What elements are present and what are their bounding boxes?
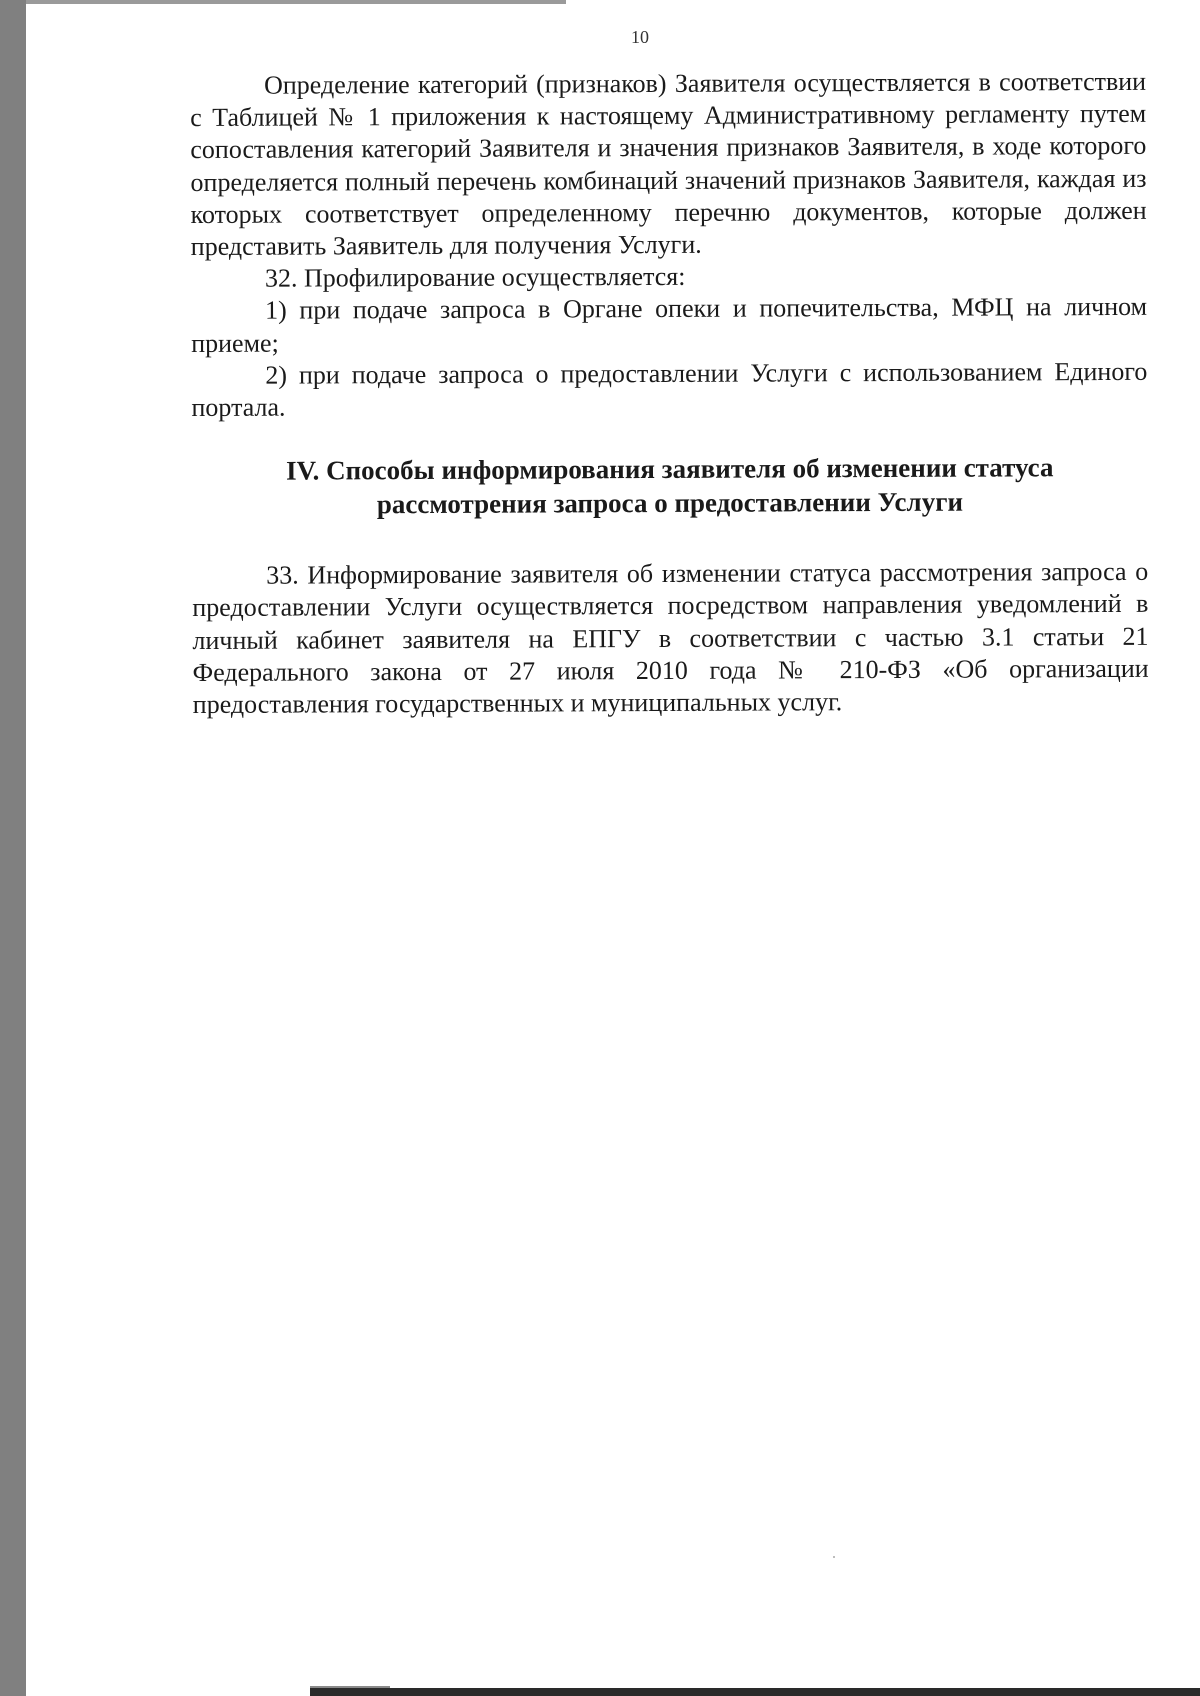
document-body bbox=[190, 66, 1149, 721]
paragraph-applicant-categories: Определение категорий (признаков) Заявителя осуществляется в соответствии с Таблицей № 1 приложения к настоящему Административному регламенту путем сопоставления категорий Заявителя и значения признаков Заявителя, в ходе которого определяется полный перечень комбинаций значений признаков Заявителя, каждая из которых соответствует определенному перечню документов, которые должен представить Заявитель для получения Услуги. bbox=[190, 66, 1147, 262]
scan-top-edge bbox=[26, 0, 566, 4]
scan-speck bbox=[833, 1556, 835, 1558]
list-item-1: 1) при подаче запроса в Органе опеки и попечительства, МФЦ на личном приеме; bbox=[191, 292, 1148, 358]
scan-bottom-edge bbox=[310, 1688, 1200, 1696]
scan-left-edge bbox=[0, 0, 26, 1696]
paragraph-32: 32. Профилирование осуществляется: bbox=[264, 262, 686, 293]
page-number: 10 bbox=[631, 27, 649, 47]
paragraph-33: 33. Информирование заявителя об изменении статуса рассмотрения запроса о предоставлении Услуги осуществляется посредством направления уведомлений в личный кабинет заявителя на ЕПГУ в соответствии с частью 3.1 статьи 21 Федерального закона от 27 июля 2010 года № 210-ФЗ «Об организации предоставления государственных и муниципальных услуг. bbox=[192, 557, 1149, 720]
section-heading-line-1: IV. Способы информирования заявителя об изменении статуса bbox=[285, 452, 1054, 486]
section-heading bbox=[192, 450, 1148, 522]
list-item-2: 2) при подаче запроса о предоставлении Услуги с использованием Единого портала. bbox=[191, 356, 1148, 423]
section-heading-line-2: рассмотрения запроса о предоставлении Услуги bbox=[376, 486, 964, 520]
